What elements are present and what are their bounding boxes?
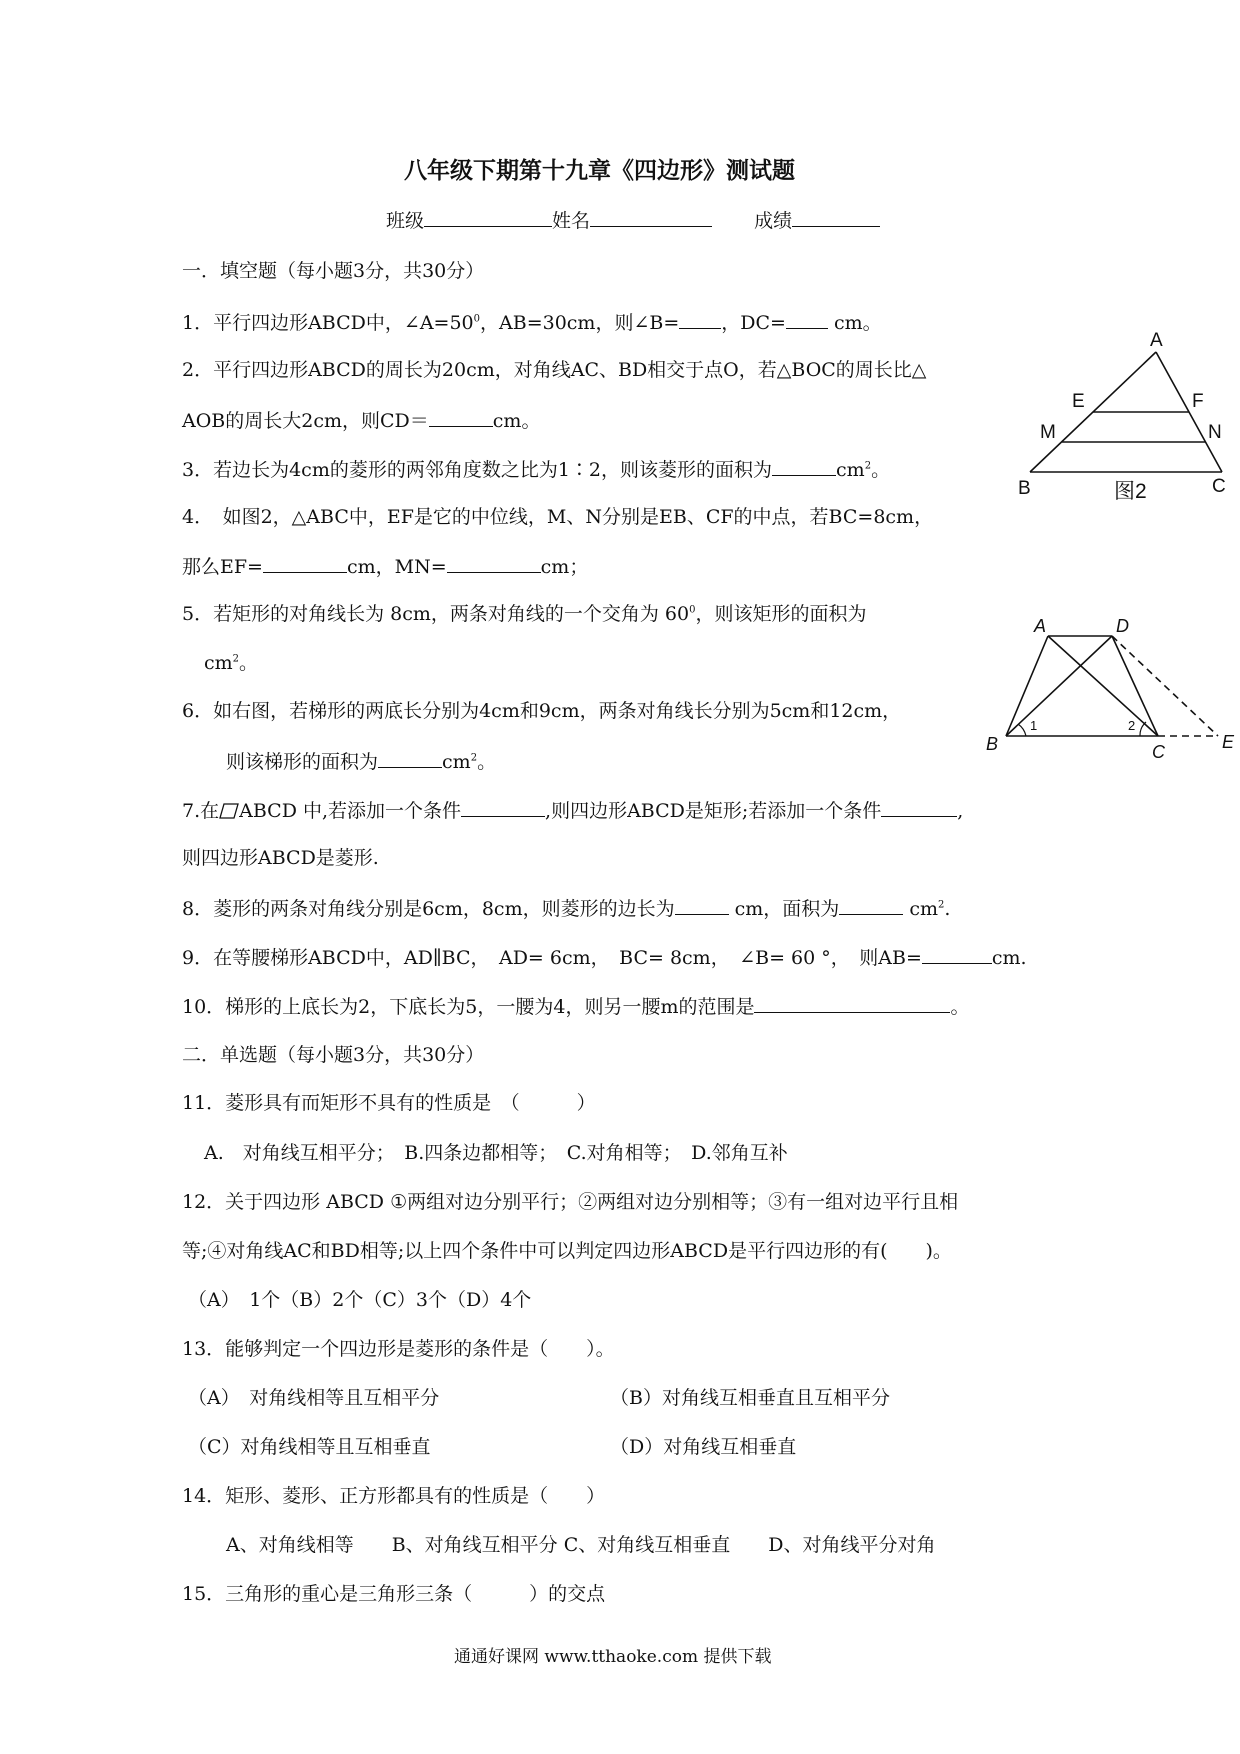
fig2-label-c: C	[1212, 476, 1226, 497]
class-label: 班级	[386, 210, 425, 232]
q2-blank[interactable]	[429, 406, 493, 427]
question-4-line2: 那么EF= cm，MN= cm；	[182, 552, 588, 580]
name-label: 姓名	[552, 210, 591, 232]
trap-side-ab	[1006, 636, 1048, 736]
question-14-options: A、对角线相等 B、对角线互相平分 C、对角线互相垂直 D、对角线平分对角	[226, 1534, 936, 1556]
fig2-caption: 图2	[1114, 480, 1147, 503]
question-12-options: （A） 1个（B）2个（C）3个（D）4个	[188, 1289, 532, 1311]
figure-2-triangle	[1010, 328, 1230, 508]
question-6-line1: 6．如右图，若梯形的两底长分别为4cm和9cm，两条对角线长分别为5cm和12cm，	[182, 700, 902, 722]
q1-blank-1[interactable]	[679, 308, 721, 329]
question-11-stem: 11．菱形具有而矩形不具有的性质是 （ ）	[182, 1092, 596, 1114]
fig2-label-n: N	[1208, 422, 1222, 443]
trap-label-e: E	[1222, 732, 1235, 752]
question-9: 9．在等腰梯形ABCD中，AD∥BC， AD= 6cm， BC= 8cm， ∠B= 60 °， 则AB= cm.	[182, 943, 1027, 971]
question-1: 1．平行四边形ABCD中，$\angle A=50^0$，AB=30cm，则∠B= ，DC= cm。	[182, 308, 882, 336]
name-blank[interactable]	[590, 206, 712, 227]
q1-blank-2[interactable]	[786, 308, 828, 329]
q3-blank[interactable]	[772, 455, 836, 476]
question-10: 10．梯形的上底长为2，下底长为5，一腰为4，则另一腰m的范围是 。	[182, 992, 969, 1020]
trap-angle-2: 2	[1128, 718, 1136, 733]
q4-blank-1[interactable]	[263, 552, 347, 573]
fig2-label-b: B	[1018, 478, 1031, 499]
trap-diagonal-ac	[1048, 636, 1158, 736]
q10-blank[interactable]	[754, 992, 950, 1013]
q4-blank-2[interactable]	[447, 552, 541, 573]
fig2-label-e: E	[1072, 391, 1085, 412]
parallelogram-icon	[219, 803, 239, 819]
page-title: 八年级下期第十九章《四边形》测试题	[404, 157, 795, 184]
q6-blank[interactable]	[378, 747, 442, 768]
fig2-label-a: A	[1150, 330, 1163, 351]
question-3: 3．若边长为4cm的菱形的两邻角度数之比为1∶2，则该菱形的面积为 $cm^2$。	[182, 455, 890, 483]
trap-label-b: B	[986, 734, 999, 754]
question-13-stem: 13．能够判定一个四边形是菱形的条件是（ ）。	[182, 1338, 615, 1360]
class-blank[interactable]	[424, 206, 552, 227]
question-5-line1: 5．若矩形的对角线长为 8cm，两条对角线的一个交角为 $60^0$，则该矩形的面积为	[182, 603, 867, 625]
question-7-line2: 则四边形ABCD是菱形.	[182, 847, 379, 869]
question-7-line1: 7.在 ABCD 中,若添加一个条件 ,则四边形ABCD是矩形;若添加一个条件 ,	[182, 796, 963, 824]
q7-blank-2[interactable]	[881, 796, 957, 817]
section1-heading: 一．填空题（每小题3分，共30分）	[182, 260, 485, 282]
score-blank[interactable]	[792, 206, 880, 227]
info-row	[386, 206, 880, 234]
score-label: 成绩	[754, 210, 793, 232]
angle-1-arc	[1018, 724, 1026, 736]
section2-heading: 二．单选题（每小题3分，共30分）	[182, 1044, 485, 1066]
q9-blank[interactable]	[922, 943, 992, 964]
figure-trapezoid	[980, 618, 1240, 768]
question-13-option-c: （C）对角线相等且互相垂直	[188, 1436, 431, 1458]
trap-label-a: A	[1034, 616, 1047, 636]
question-2-line1: 2．平行四边形ABCD的周长为20cm，对角线AC、BD相交于点O，若△BOC的周长比△	[182, 359, 927, 381]
q8-blank-1[interactable]	[675, 894, 729, 915]
fig2-label-m: M	[1040, 422, 1056, 443]
trap-label-c: C	[1152, 742, 1165, 762]
question-15-stem: 15．三角形的重心是三角形三条（ ）的交点	[182, 1583, 606, 1605]
question-13-option-b: （B）对角线互相垂直且互相平分	[610, 1387, 890, 1409]
question-14-stem: 14．矩形、菱形、正方形都具有的性质是（ ）	[182, 1485, 606, 1507]
question-11-options: A. 对角线互相平分； B.四条边都相等； C.对角相等； D.邻角互补	[204, 1142, 788, 1164]
question-12-line1: 12．关于四边形 ABCD ①两组对边分别平行；②两组对边分别相等；③有一组对边平行且相	[182, 1191, 959, 1213]
question-6-line2: 则该梯形的面积为 $cm^2$。	[226, 747, 496, 775]
question-13-option-d: （D）对角线互相垂直	[610, 1436, 797, 1458]
q8-blank-2[interactable]	[839, 894, 903, 915]
footer: 通通好课网 www.tthaoke.com 提供下载	[454, 1647, 772, 1667]
trap-label-d: D	[1116, 616, 1129, 636]
fig2-label-f: F	[1192, 391, 1204, 412]
question-8: 8．菱形的两条对角线分别是6cm，8cm，则菱形的边长为 cm，面积为 $cm^2$.	[182, 894, 950, 922]
trap-diagonal-bd	[1006, 636, 1112, 736]
question-13-option-a: （A） 对角线相等且互相平分	[188, 1387, 440, 1409]
question-2-line2: AOB的周长大2cm，则CD＝ cm。	[182, 406, 540, 434]
trap-angle-1: 1	[1030, 718, 1038, 733]
q7-blank-1[interactable]	[461, 796, 545, 817]
question-4-line1: 4． 如图2，△ABC中，EF是它的中位线，M、N分别是EB、CF的中点，若BC=8cm，	[182, 506, 934, 528]
question-12-line2: 等;④对角线AC和BD相等;以上四个条件中可以判定四边形ABCD是平行四边形的有( )。	[182, 1240, 952, 1262]
question-5-line2: $cm^2$。	[204, 652, 259, 674]
